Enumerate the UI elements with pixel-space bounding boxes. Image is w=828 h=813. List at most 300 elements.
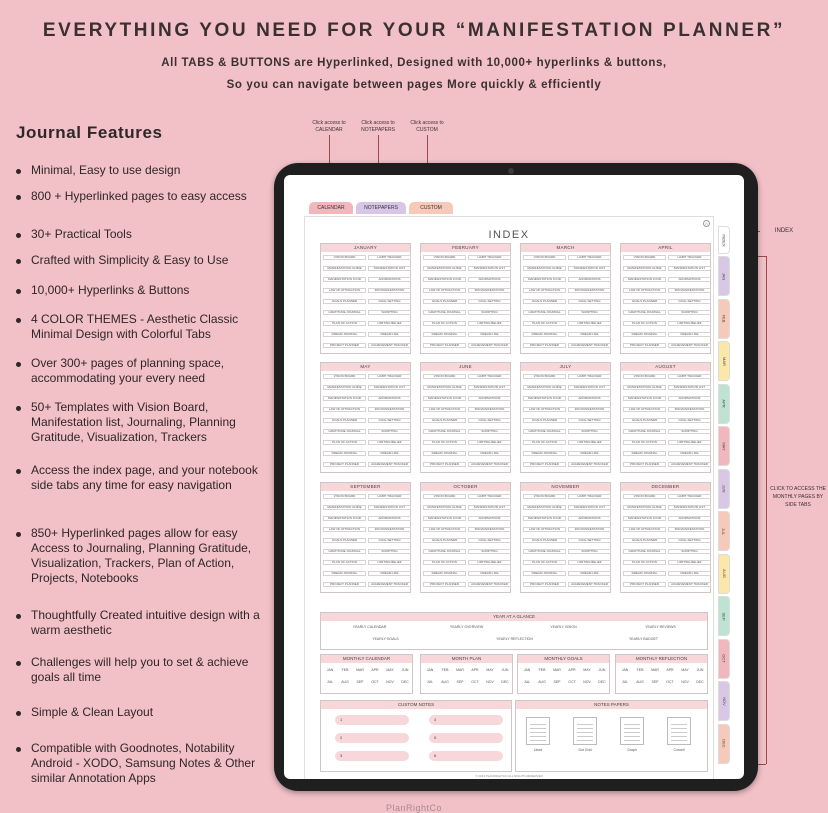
month-link[interactable]: PROJECT PLANNER: [623, 343, 666, 348]
notes-paper-thumb[interactable]: [620, 717, 644, 745]
month-link[interactable]: GOAL SETTING: [468, 538, 511, 543]
yearly-link[interactable]: YEARLY REFLECTION: [496, 637, 533, 641]
month-link[interactable]: GOAL SETTING: [568, 418, 611, 423]
mini-month-link[interactable]: OCT: [471, 680, 479, 684]
month-link[interactable]: HABIT TRACKER: [668, 255, 711, 260]
mini-month-link[interactable]: AUG: [538, 680, 546, 684]
month-link[interactable]: HABIT TRACKER: [568, 374, 611, 379]
month-link[interactable]: VISION BOARD: [523, 494, 566, 499]
month-link[interactable]: LIMITING BELIEF: [568, 321, 611, 326]
notes-paper-thumb[interactable]: [667, 717, 691, 745]
month-link[interactable]: MANIFESTATION JOUR: [623, 277, 666, 282]
month-link[interactable]: DREAM JOURNAL: [523, 451, 566, 456]
month-link[interactable]: SCRIPTING: [568, 549, 611, 554]
mini-month-link[interactable]: APR: [371, 668, 379, 672]
custom-note-link[interactable]: 3: [335, 751, 409, 761]
month-link[interactable]: GRATITUDE JOURNAL: [323, 310, 366, 315]
month-link[interactable]: AFFIRMATIONS: [368, 516, 411, 521]
yearly-link[interactable]: YEARLY VISION: [550, 625, 577, 629]
month-link[interactable]: GOAL SETTING: [368, 299, 411, 304]
month-link[interactable]: DREAM LIFE: [368, 571, 411, 576]
month-link[interactable]: MANIFESTATION LIST: [568, 505, 611, 510]
month-link[interactable]: PLAN OF ACTION: [623, 560, 666, 565]
month-link[interactable]: AFFIRMATIONS: [468, 277, 511, 282]
month-link[interactable]: LIMITING BELIEF: [568, 440, 611, 445]
mini-month-link[interactable]: NOV: [386, 680, 394, 684]
side-tab[interactable]: [718, 469, 730, 509]
mini-month-link[interactable]: JAN: [523, 668, 531, 672]
month-link[interactable]: AFFIRMATIONS: [368, 277, 411, 282]
month-link[interactable]: MANIFESTATION LIST: [568, 266, 611, 271]
month-link[interactable]: MANIFESTATION JOUR: [523, 277, 566, 282]
month-link[interactable]: PLAN OF ACTION: [323, 321, 366, 326]
month-link[interactable]: GOALS PLANNER: [423, 418, 466, 423]
side-tab[interactable]: [718, 299, 730, 339]
month-link[interactable]: AFFIRMATIONS: [468, 516, 511, 521]
month-link[interactable]: 369 MANIFESTATION: [468, 288, 511, 293]
month-link[interactable]: SCRIPTING: [568, 429, 611, 434]
month-link[interactable]: HABIT TRACKER: [368, 374, 411, 379]
month-link[interactable]: GOAL SETTING: [368, 418, 411, 423]
month-link[interactable]: ACHIEVEMENT TRACKER: [468, 462, 511, 467]
month-link[interactable]: GOALS PLANNER: [523, 299, 566, 304]
month-link[interactable]: AFFIRMATIONS: [668, 516, 711, 521]
month-link[interactable]: ACHIEVEMENT TRACKER: [568, 462, 611, 467]
month-link[interactable]: ACHIEVEMENT TRACKER: [468, 582, 511, 587]
month-link[interactable]: MANIFESTATION JOUR: [623, 516, 666, 521]
month-link[interactable]: LAW OF ATTRACTION: [623, 288, 666, 293]
notes-paper-thumb[interactable]: [526, 717, 550, 745]
yearly-link[interactable]: YEARLY CALENDAR: [352, 625, 387, 629]
month-link[interactable]: GRATITUDE JOURNAL: [623, 429, 666, 434]
month-link[interactable]: HABIT TRACKER: [468, 494, 511, 499]
month-link[interactable]: 369 MANIFESTATION: [468, 527, 511, 532]
month-link[interactable]: ACHIEVEMENT TRACKER: [568, 343, 611, 348]
month-title[interactable]: SEPTEMBER: [321, 483, 410, 491]
month-link[interactable]: 369 MANIFESTATION: [568, 288, 611, 293]
month-link[interactable]: SCRIPTING: [468, 549, 511, 554]
side-tab[interactable]: [718, 596, 730, 636]
notes-paper-thumb[interactable]: [573, 717, 597, 745]
mini-month-link[interactable]: OCT: [371, 680, 379, 684]
mini-month-link[interactable]: JAN: [621, 668, 629, 672]
month-link[interactable]: DREAM JOURNAL: [423, 571, 466, 576]
month-link[interactable]: 369 MANIFESTATION: [668, 527, 711, 532]
custom-note-link[interactable]: 6: [429, 751, 503, 761]
month-link[interactable]: DREAM LIFE: [468, 451, 511, 456]
month-link[interactable]: DREAM JOURNAL: [623, 571, 666, 576]
month-link[interactable]: VISION BOARD: [623, 255, 666, 260]
month-link[interactable]: GOALS PLANNER: [423, 538, 466, 543]
side-tab[interactable]: [718, 226, 730, 254]
month-link[interactable]: ACHIEVEMENT TRACKER: [368, 343, 411, 348]
month-link[interactable]: VISION BOARD: [423, 494, 466, 499]
tab-notepapers[interactable]: NOTEPAPERS: [356, 202, 406, 214]
month-link[interactable]: MANIFESTATION JOUR: [523, 396, 566, 401]
month-link[interactable]: LAW OF ATTRACTION: [623, 527, 666, 532]
month-link[interactable]: DREAM LIFE: [568, 332, 611, 337]
month-link[interactable]: MANIFESTATION LIST: [368, 266, 411, 271]
mini-month-link[interactable]: APR: [568, 668, 576, 672]
month-link[interactable]: 369 MANIFESTATION: [668, 407, 711, 412]
month-link[interactable]: GOALS PLANNER: [323, 538, 366, 543]
month-link[interactable]: DREAM JOURNAL: [623, 332, 666, 337]
month-link[interactable]: 369 MANIFESTATION: [668, 288, 711, 293]
month-link[interactable]: GOALS PLANNER: [423, 299, 466, 304]
month-link[interactable]: LAW OF ATTRACTION: [423, 288, 466, 293]
yearly-link[interactable]: YEARLY BUDGET: [628, 637, 659, 641]
month-link[interactable]: ACHIEVEMENT TRACKER: [568, 582, 611, 587]
month-link[interactable]: DREAM JOURNAL: [623, 451, 666, 456]
tab-custom[interactable]: CUSTOM: [409, 202, 453, 214]
month-link[interactable]: MANIFESTATION LIST: [568, 385, 611, 390]
month-link[interactable]: 369 MANIFESTATION: [568, 407, 611, 412]
month-link[interactable]: SCRIPTING: [668, 429, 711, 434]
month-link[interactable]: PROJECT PLANNER: [323, 343, 366, 348]
month-link[interactable]: MANIFESTATION LIST: [368, 505, 411, 510]
month-link[interactable]: GOAL SETTING: [468, 418, 511, 423]
month-link[interactable]: HABIT TRACKER: [368, 494, 411, 499]
month-link[interactable]: ACHIEVEMENT TRACKER: [668, 462, 711, 467]
month-link[interactable]: GRATITUDE JOURNAL: [323, 549, 366, 554]
month-title[interactable]: APRIL: [621, 244, 710, 252]
mini-month-link[interactable]: NOV: [583, 680, 591, 684]
month-link[interactable]: AFFIRMATIONS: [568, 277, 611, 282]
custom-note-link[interactable]: 2: [335, 733, 409, 743]
mini-month-link[interactable]: JUN: [501, 668, 509, 672]
side-tab[interactable]: [718, 256, 730, 296]
month-link[interactable]: LAW OF ATTRACTION: [523, 288, 566, 293]
month-link[interactable]: PROJECT PLANNER: [623, 462, 666, 467]
month-link[interactable]: GOAL SETTING: [668, 538, 711, 543]
month-link[interactable]: HABIT TRACKER: [468, 255, 511, 260]
month-link[interactable]: LAW OF ATTRACTION: [323, 527, 366, 532]
side-tab[interactable]: [718, 511, 730, 551]
month-link[interactable]: MANIFESTATION GUIDE: [423, 385, 466, 390]
month-link[interactable]: PLAN OF ACTION: [623, 321, 666, 326]
mini-month-link[interactable]: FEB: [636, 668, 644, 672]
month-link[interactable]: MANIFESTATION LIST: [668, 266, 711, 271]
mini-month-link[interactable]: AUG: [341, 680, 349, 684]
month-link[interactable]: HABIT TRACKER: [468, 374, 511, 379]
month-link[interactable]: GRATITUDE JOURNAL: [623, 549, 666, 554]
month-link[interactable]: MANIFESTATION GUIDE: [423, 266, 466, 271]
month-link[interactable]: GOALS PLANNER: [623, 418, 666, 423]
month-link[interactable]: LAW OF ATTRACTION: [623, 407, 666, 412]
mini-month-link[interactable]: JUL: [426, 680, 434, 684]
mini-month-link[interactable]: SEP: [456, 680, 464, 684]
mini-month-link[interactable]: OCT: [666, 680, 674, 684]
month-link[interactable]: PLAN OF ACTION: [523, 321, 566, 326]
mini-month-link[interactable]: SEP: [553, 680, 561, 684]
month-link[interactable]: LIMITING BELIEF: [668, 321, 711, 326]
month-link[interactable]: LAW OF ATTRACTION: [523, 407, 566, 412]
mini-month-link[interactable]: JAN: [326, 668, 334, 672]
mini-month-link[interactable]: DEC: [696, 680, 704, 684]
month-link[interactable]: PLAN OF ACTION: [323, 560, 366, 565]
yearly-link[interactable]: YEARLY REVIEWS: [645, 625, 676, 629]
month-link[interactable]: MANIFESTATION JOUR: [423, 277, 466, 282]
month-link[interactable]: AFFIRMATIONS: [368, 396, 411, 401]
mini-month-link[interactable]: JUN: [598, 668, 606, 672]
month-link[interactable]: MANIFESTATION GUIDE: [623, 385, 666, 390]
month-title[interactable]: DECEMBER: [621, 483, 710, 491]
month-title[interactable]: FEBRUARY: [421, 244, 510, 252]
month-link[interactable]: ACHIEVEMENT TRACKER: [368, 462, 411, 467]
month-link[interactable]: GOAL SETTING: [568, 538, 611, 543]
month-link[interactable]: GOAL SETTING: [368, 538, 411, 543]
month-link[interactable]: SCRIPTING: [368, 310, 411, 315]
month-link[interactable]: GRATITUDE JOURNAL: [423, 549, 466, 554]
month-link[interactable]: DREAM LIFE: [468, 332, 511, 337]
mini-month-link[interactable]: JUL: [523, 680, 531, 684]
month-link[interactable]: GOAL SETTING: [568, 299, 611, 304]
month-title[interactable]: NOVEMBER: [521, 483, 610, 491]
month-link[interactable]: GOAL SETTING: [468, 299, 511, 304]
month-link[interactable]: SCRIPTING: [568, 310, 611, 315]
mini-month-link[interactable]: DEC: [598, 680, 606, 684]
mini-month-link[interactable]: MAR: [651, 668, 659, 672]
month-link[interactable]: MANIFESTATION GUIDE: [323, 505, 366, 510]
month-link[interactable]: PROJECT PLANNER: [323, 462, 366, 467]
month-link[interactable]: MANIFESTATION GUIDE: [523, 505, 566, 510]
side-tab[interactable]: [718, 384, 730, 424]
mini-month-link[interactable]: MAR: [553, 668, 561, 672]
month-link[interactable]: ACHIEVEMENT TRACKER: [368, 582, 411, 587]
month-link[interactable]: VISION BOARD: [323, 255, 366, 260]
month-link[interactable]: HABIT TRACKER: [368, 255, 411, 260]
month-link[interactable]: LIMITING BELIEF: [368, 321, 411, 326]
month-link[interactable]: GRATITUDE JOURNAL: [623, 310, 666, 315]
month-link[interactable]: MANIFESTATION LIST: [468, 385, 511, 390]
mini-month-link[interactable]: MAY: [583, 668, 591, 672]
month-link[interactable]: GOALS PLANNER: [523, 538, 566, 543]
month-link[interactable]: DREAM JOURNAL: [423, 451, 466, 456]
mini-month-link[interactable]: MAY: [486, 668, 494, 672]
month-link[interactable]: SCRIPTING: [668, 310, 711, 315]
month-link[interactable]: GOALS PLANNER: [623, 538, 666, 543]
month-link[interactable]: DREAM LIFE: [368, 451, 411, 456]
month-link[interactable]: AFFIRMATIONS: [568, 516, 611, 521]
month-link[interactable]: 369 MANIFESTATION: [368, 407, 411, 412]
month-link[interactable]: MANIFESTATION GUIDE: [623, 266, 666, 271]
mini-month-link[interactable]: AUG: [636, 680, 644, 684]
month-link[interactable]: PROJECT PLANNER: [523, 343, 566, 348]
month-link[interactable]: GRATITUDE JOURNAL: [423, 429, 466, 434]
month-link[interactable]: SCRIPTING: [668, 549, 711, 554]
month-link[interactable]: MANIFESTATION JOUR: [323, 277, 366, 282]
month-title[interactable]: MAY: [321, 363, 410, 371]
month-link[interactable]: GRATITUDE JOURNAL: [323, 429, 366, 434]
month-link[interactable]: PROJECT PLANNER: [523, 582, 566, 587]
month-link[interactable]: PROJECT PLANNER: [323, 582, 366, 587]
mini-month-link[interactable]: JUL: [326, 680, 334, 684]
month-link[interactable]: PLAN OF ACTION: [623, 440, 666, 445]
month-link[interactable]: LIMITING BELIEF: [568, 560, 611, 565]
month-link[interactable]: GOALS PLANNER: [323, 299, 366, 304]
month-link[interactable]: VISION BOARD: [623, 374, 666, 379]
month-link[interactable]: VISION BOARD: [323, 374, 366, 379]
month-link[interactable]: PROJECT PLANNER: [523, 462, 566, 467]
month-link[interactable]: 369 MANIFESTATION: [368, 288, 411, 293]
side-tab[interactable]: [718, 426, 730, 466]
month-link[interactable]: GOALS PLANNER: [523, 418, 566, 423]
month-link[interactable]: LAW OF ATTRACTION: [323, 407, 366, 412]
month-link[interactable]: LIMITING BELIEF: [668, 560, 711, 565]
mini-month-link[interactable]: NOV: [681, 680, 689, 684]
mini-month-link[interactable]: FEB: [441, 668, 449, 672]
side-tab[interactable]: [718, 724, 730, 764]
mini-month-link[interactable]: JUN: [696, 668, 704, 672]
month-link[interactable]: GOAL SETTING: [668, 418, 711, 423]
mini-month-link[interactable]: MAY: [386, 668, 394, 672]
month-link[interactable]: PLAN OF ACTION: [323, 440, 366, 445]
month-link[interactable]: LIMITING BELIEF: [468, 560, 511, 565]
mini-month-link[interactable]: JUL: [621, 680, 629, 684]
month-link[interactable]: PLAN OF ACTION: [423, 560, 466, 565]
month-link[interactable]: MANIFESTATION GUIDE: [323, 385, 366, 390]
month-link[interactable]: HABIT TRACKER: [668, 494, 711, 499]
yearly-link[interactable]: YEARLY GOALS: [372, 637, 399, 641]
month-link[interactable]: GRATITUDE JOURNAL: [523, 549, 566, 554]
month-link[interactable]: HABIT TRACKER: [568, 255, 611, 260]
month-link[interactable]: LIMITING BELIEF: [368, 560, 411, 565]
month-link[interactable]: GOAL SETTING: [668, 299, 711, 304]
month-link[interactable]: DREAM LIFE: [368, 332, 411, 337]
month-link[interactable]: MANIFESTATION JOUR: [623, 396, 666, 401]
month-link[interactable]: AFFIRMATIONS: [568, 396, 611, 401]
month-link[interactable]: LAW OF ATTRACTION: [423, 407, 466, 412]
side-tab[interactable]: [718, 639, 730, 679]
month-link[interactable]: PROJECT PLANNER: [623, 582, 666, 587]
custom-note-link[interactable]: 4: [429, 715, 503, 725]
month-link[interactable]: AFFIRMATIONS: [668, 277, 711, 282]
month-link[interactable]: DREAM JOURNAL: [323, 571, 366, 576]
month-link[interactable]: PROJECT PLANNER: [423, 462, 466, 467]
month-link[interactable]: PLAN OF ACTION: [423, 440, 466, 445]
month-link[interactable]: DREAM JOURNAL: [323, 451, 366, 456]
month-link[interactable]: SCRIPTING: [468, 429, 511, 434]
home-icon[interactable]: ⌂: [703, 220, 710, 227]
mini-month-link[interactable]: DEC: [401, 680, 409, 684]
month-link[interactable]: PLAN OF ACTION: [523, 560, 566, 565]
yearly-link[interactable]: YEARLY OVERVIEW: [449, 625, 484, 629]
mini-month-link[interactable]: MAR: [456, 668, 464, 672]
month-link[interactable]: HABIT TRACKER: [668, 374, 711, 379]
side-tab[interactable]: [718, 681, 730, 721]
month-title[interactable]: OCTOBER: [421, 483, 510, 491]
mini-month-link[interactable]: MAR: [356, 668, 364, 672]
month-link[interactable]: SCRIPTING: [368, 429, 411, 434]
month-link[interactable]: DREAM LIFE: [468, 571, 511, 576]
month-link[interactable]: LAW OF ATTRACTION: [423, 527, 466, 532]
month-link[interactable]: AFFIRMATIONS: [668, 396, 711, 401]
month-title[interactable]: JULY: [521, 363, 610, 371]
side-tab[interactable]: [718, 341, 730, 381]
month-link[interactable]: MANIFESTATION GUIDE: [523, 266, 566, 271]
month-title[interactable]: JUNE: [421, 363, 510, 371]
month-link[interactable]: VISION BOARD: [423, 255, 466, 260]
mini-month-link[interactable]: SEP: [651, 680, 659, 684]
custom-note-link[interactable]: 1: [335, 715, 409, 725]
mini-month-link[interactable]: OCT: [568, 680, 576, 684]
month-link[interactable]: LIMITING BELIEF: [368, 440, 411, 445]
month-title[interactable]: JANUARY: [321, 244, 410, 252]
month-title[interactable]: AUGUST: [621, 363, 710, 371]
month-link[interactable]: ACHIEVEMENT TRACKER: [668, 343, 711, 348]
month-link[interactable]: MANIFESTATION LIST: [368, 385, 411, 390]
month-link[interactable]: VISION BOARD: [523, 255, 566, 260]
month-link[interactable]: DREAM JOURNAL: [523, 332, 566, 337]
month-link[interactable]: MANIFESTATION LIST: [668, 505, 711, 510]
month-link[interactable]: VISION BOARD: [323, 494, 366, 499]
month-link[interactable]: PROJECT PLANNER: [423, 343, 466, 348]
month-link[interactable]: 369 MANIFESTATION: [468, 407, 511, 412]
month-link[interactable]: PROJECT PLANNER: [423, 582, 466, 587]
month-link[interactable]: MANIFESTATION LIST: [468, 266, 511, 271]
month-link[interactable]: 369 MANIFESTATION: [568, 527, 611, 532]
side-tab[interactable]: [718, 554, 730, 594]
month-link[interactable]: SCRIPTING: [368, 549, 411, 554]
mini-month-link[interactable]: APR: [666, 668, 674, 672]
month-link[interactable]: LIMITING BELIEF: [468, 321, 511, 326]
mini-month-link[interactable]: APR: [471, 668, 479, 672]
month-link[interactable]: DREAM JOURNAL: [323, 332, 366, 337]
month-link[interactable]: HABIT TRACKER: [568, 494, 611, 499]
month-link[interactable]: MANIFESTATION GUIDE: [623, 505, 666, 510]
month-link[interactable]: ACHIEVEMENT TRACKER: [668, 582, 711, 587]
month-link[interactable]: DREAM LIFE: [568, 571, 611, 576]
month-link[interactable]: DREAM LIFE: [668, 451, 711, 456]
month-link[interactable]: GOALS PLANNER: [623, 299, 666, 304]
mini-month-link[interactable]: MAY: [681, 668, 689, 672]
month-link[interactable]: VISION BOARD: [523, 374, 566, 379]
mini-month-link[interactable]: FEB: [538, 668, 546, 672]
month-link[interactable]: MANIFESTATION GUIDE: [323, 266, 366, 271]
month-link[interactable]: AFFIRMATIONS: [468, 396, 511, 401]
month-link[interactable]: MANIFESTATION JOUR: [323, 516, 366, 521]
month-link[interactable]: LAW OF ATTRACTION: [523, 527, 566, 532]
month-link[interactable]: DREAM LIFE: [568, 451, 611, 456]
mini-month-link[interactable]: NOV: [486, 680, 494, 684]
month-link[interactable]: MANIFESTATION JOUR: [423, 516, 466, 521]
month-link[interactable]: LIMITING BELIEF: [668, 440, 711, 445]
month-link[interactable]: ACHIEVEMENT TRACKER: [468, 343, 511, 348]
month-link[interactable]: MANIFESTATION GUIDE: [523, 385, 566, 390]
month-link[interactable]: LIMITING BELIEF: [468, 440, 511, 445]
month-link[interactable]: SCRIPTING: [468, 310, 511, 315]
month-link[interactable]: DREAM JOURNAL: [423, 332, 466, 337]
month-link[interactable]: 369 MANIFESTATION: [368, 527, 411, 532]
month-link[interactable]: LAW OF ATTRACTION: [323, 288, 366, 293]
month-link[interactable]: DREAM LIFE: [668, 571, 711, 576]
month-link[interactable]: GOALS PLANNER: [323, 418, 366, 423]
tab-calendar[interactable]: CALENDAR: [309, 202, 353, 214]
month-link[interactable]: MANIFESTATION JOUR: [423, 396, 466, 401]
month-link[interactable]: MANIFESTATION JOUR: [323, 396, 366, 401]
month-link[interactable]: VISION BOARD: [423, 374, 466, 379]
month-link[interactable]: MANIFESTATION GUIDE: [423, 505, 466, 510]
mini-month-link[interactable]: JAN: [426, 668, 434, 672]
month-link[interactable]: MANIFESTATION LIST: [668, 385, 711, 390]
month-link[interactable]: PLAN OF ACTION: [523, 440, 566, 445]
month-link[interactable]: VISION BOARD: [623, 494, 666, 499]
mini-month-link[interactable]: JUN: [401, 668, 409, 672]
mini-month-link[interactable]: FEB: [341, 668, 349, 672]
mini-month-link[interactable]: AUG: [441, 680, 449, 684]
month-link[interactable]: PLAN OF ACTION: [423, 321, 466, 326]
month-link[interactable]: MANIFESTATION JOUR: [523, 516, 566, 521]
